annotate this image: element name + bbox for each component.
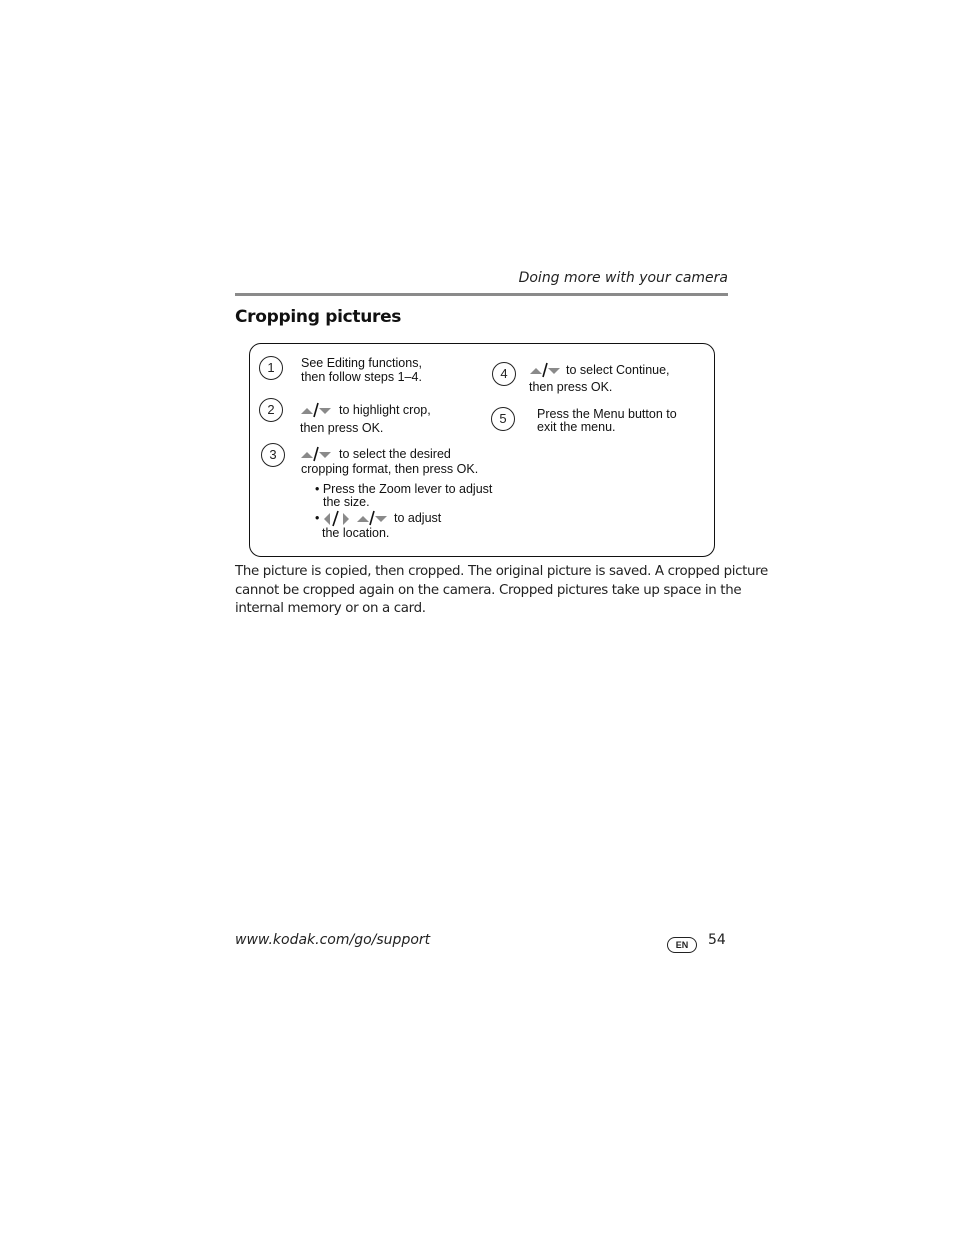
section-title: Cropping pictures: [235, 307, 402, 327]
body-line-1: The picture is copied, then cropped. The original picture is saved. A cropped picture: [235, 564, 768, 579]
step-3-line-1: to select the desired: [339, 447, 451, 461]
up-down-arrows-icon: [299, 446, 333, 462]
step-3-bullet-2-line-1: to adjust: [394, 511, 442, 525]
step-4-number: 4: [492, 362, 516, 386]
language-badge: EN: [667, 937, 697, 953]
step-5-line-2: exit the menu.: [537, 420, 616, 434]
step-5-number: 5: [491, 407, 515, 431]
step-1-line-2: then follow steps 1–4.: [301, 370, 422, 384]
step-4-line-1: to select Continue,: [566, 363, 670, 377]
step-2-line-2: then press OK.: [300, 421, 384, 435]
header-rule: [235, 293, 728, 296]
up-down-arrows-icon: [528, 362, 562, 378]
page-number: 54: [708, 932, 726, 948]
body-line-3: internal memory or on a card.: [235, 601, 426, 616]
step-1-number: 1: [259, 356, 283, 380]
running-header: Doing more with your camera: [518, 270, 728, 286]
body-line-2: cannot be cropped again on the camera. Cropped pictures take up space in the: [235, 582, 742, 598]
step-3-bullet-2-line-2: the location.: [322, 526, 390, 540]
step-4-line-2: then press OK.: [529, 380, 613, 394]
step-3-bullet-2-marker: •: [315, 511, 320, 525]
step-3-number: 3: [261, 443, 285, 467]
body-paragraph: [235, 563, 768, 619]
step-3-line-2: cropping format, then press OK.: [301, 462, 479, 476]
up-down-arrows-icon: [299, 402, 333, 418]
footer-support-url: www.kodak.com/go/support: [235, 932, 431, 948]
step-3-bullet-1-line-1: • Press the Zoom lever to adjust: [315, 482, 493, 496]
step-2-line-1: to highlight crop,: [339, 403, 431, 417]
step-2-number: 2: [259, 398, 283, 422]
step-1-line-1: See Editing functions,: [301, 356, 422, 370]
up-down-arrows-icon: [355, 510, 389, 526]
step-5-line-1: Press the Menu button to: [537, 407, 677, 421]
step-3-bullet-1-line-2: the size.: [323, 495, 370, 509]
